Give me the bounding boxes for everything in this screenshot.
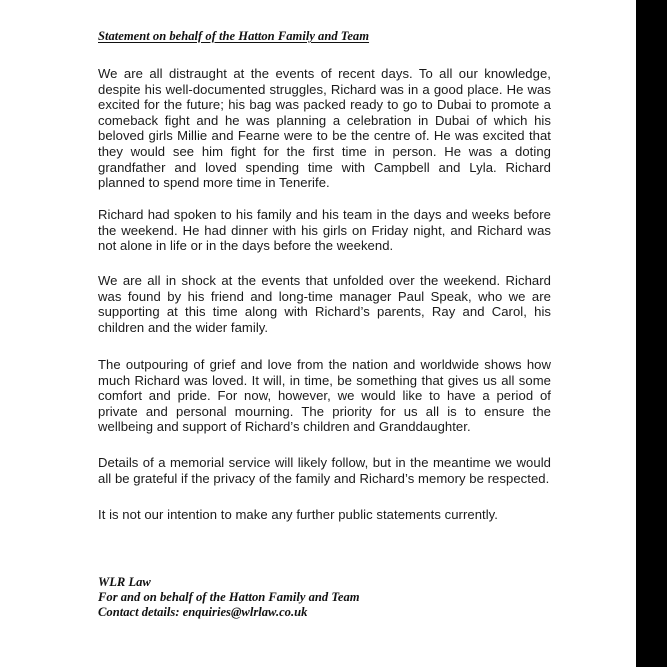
signature-firm: WLR Law [98,575,151,589]
signature-contact: Contact details: enquiries@wlrlaw.co.uk [98,605,308,619]
statement-heading: Statement on behalf of the Hatton Family and Team [98,29,370,43]
paragraph-shock: We are all in shock at the events that unfolded over the weekend. Richard was found by his friend and long-time manager Paul Speak, who we are supporting at this time along with Richard’s parents, Ray and Carol, his children and the wider family. [98,273,551,335]
paragraph-grief-and-privacy: The outpouring of grief and love from the nation and worldwide shows how much Richard was loved. It will, in time, be something that gives us all some comfort and pride. For now, however, we would like to have a period of private and personal mourning. The priority for us all is to ensure the wellbeing and support of Richard’s children and Granddaughter. [98,357,551,435]
paragraph-memorial: Details of a memorial service will likely follow, but in the meantime we would all be grateful if the privacy of the family and Richard’s memory be respected. [98,455,551,486]
paragraph-no-further-statements: It is not our intention to make any further public statements currently. [98,507,498,522]
signature-on-behalf: For and on behalf of the Hatton Family and Team [98,590,360,604]
paragraph-family-contact: Richard had spoken to his family and his team in the days and weeks before the weekend. He had dinner with his girls on Friday night, and Richard was not alone in life or in the days before the weekend. [98,207,551,254]
paragraph-circumstances: We are all distraught at the events of recent days. To all our knowledge, despite his well-documented struggles, Richard was in a good place. He was excited for the future; his bag was packed ready to go to Dubai to promote a comeback fight and he was planning a celebration in Dubai of which his beloved girls Millie and Fearne were to be the centre of. He was excited that they would see him fight for the first time in person. He was a doting grandfather and loved spending time with Campbell and Lyla. Richard planned to spend more time in Tenerife. [98,66,551,191]
